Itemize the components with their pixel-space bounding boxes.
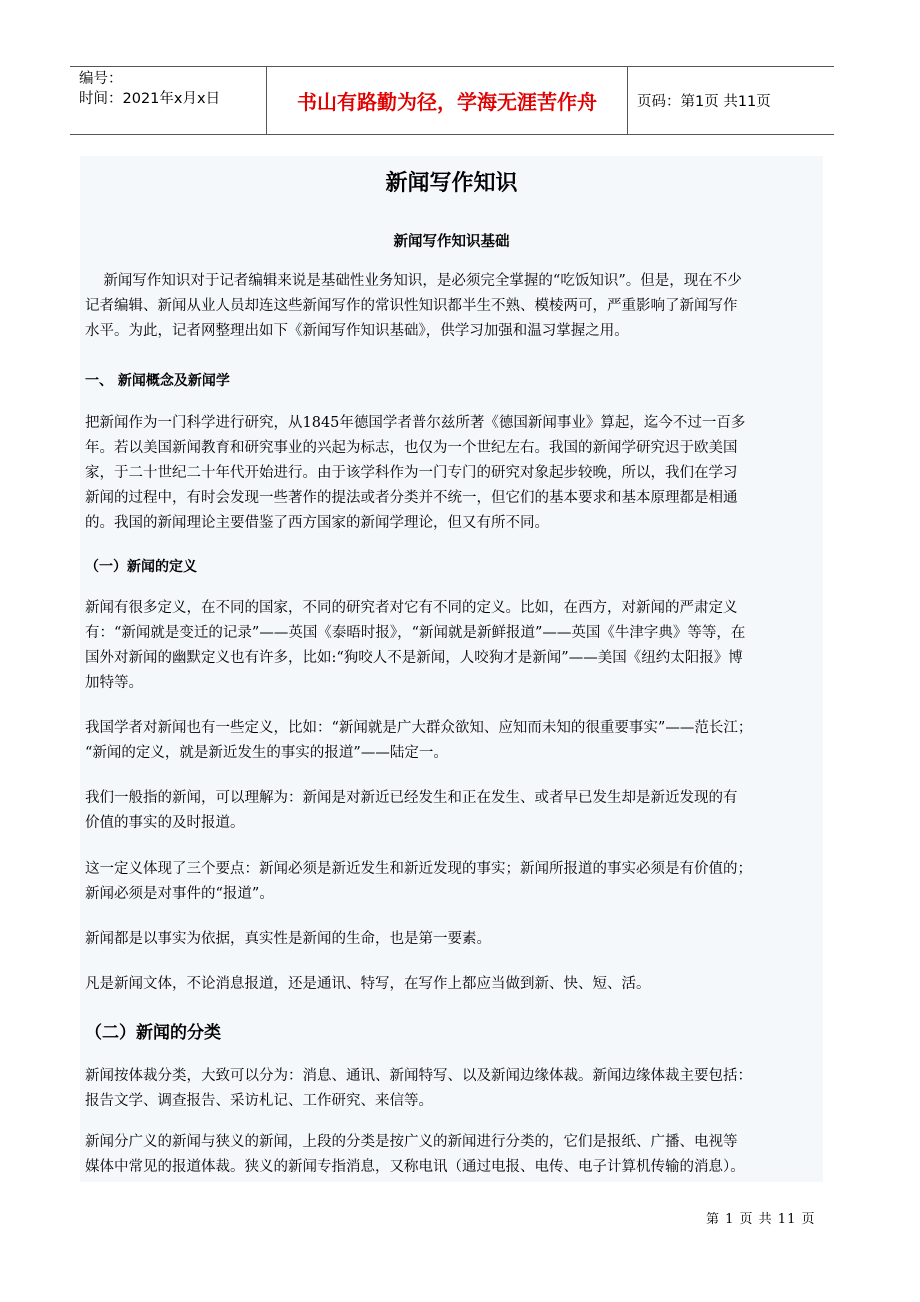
paragraph-line: 年。若以美国新闻教育和研究事业的兴起为标志，也仅为一个世纪左右。我国的新闻学研究迟于欧美国 (85, 440, 738, 456)
paragraph-line: 凡是新闻文体，不论消息报道，还是通讯、特写，在写作上都应当做到新、快、短、活。 (85, 976, 651, 992)
paragraph-line: 新闻必须是对事件的“报道”。 (85, 886, 274, 902)
paragraph-line: 新闻都是以事实为依据，真实性是新闻的生命，也是第一要素。 (85, 931, 491, 947)
definition-paragraph-4 (85, 857, 823, 907)
time-label: 时间：2021年x月x日 (79, 91, 221, 107)
motto-text: 书山有路勤为径，学海无涯苦作舟 (297, 90, 597, 114)
header-left-cell (70, 67, 266, 134)
paragraph-line: 国外对新闻的幽默定义也有许多，比如:“狗咬人不是新闻，人咬狗才是新闻”——美国《纽约太阳报》博 (85, 650, 743, 666)
paragraph-line: 有：“新闻就是变迁的记录”——英国《泰晤时报》，“新闻就是新鲜报道”——英国《牛津字典》等等，在 (85, 625, 746, 641)
subsection-heading: （一）新闻的定义 (85, 559, 197, 575)
paragraph-line: 这一定义体现了三个要点：新闻必须是新近发生和新近发现的事实；新闻所报道的事实必须是有价值的； (85, 861, 752, 877)
definition-paragraph-1 (85, 596, 823, 696)
paragraph-line: 加特等。 (85, 675, 143, 691)
classification-paragraph-1 (85, 1064, 823, 1114)
page-footer: 第 1 页 共 11 页 (706, 1212, 816, 1227)
paragraph-line: 新闻写作知识对于记者编辑来说是基础性业务知识，是必须完全掌握的“吃饭知识”。但是，现在不少 (85, 273, 742, 289)
section-heading: 一、 新闻概念及新闻学 (85, 373, 230, 389)
definition-paragraph-2 (85, 716, 823, 766)
paragraph-line: 把新闻作为一门科学进行研究，从1845年德国学者普尔兹所著《德国新闻事业》算起，迄今不过一百多 (85, 415, 746, 431)
paragraph-line: 新闻按体裁分类，大致可以分为：消息、通讯、新闻特写、以及新闻边缘体裁。新闻边缘体裁主要包括： (85, 1068, 752, 1084)
paragraph-line: 媒体中常见的报道体裁。狭义的新闻专指消息，又称电讯（通过电报、电传、电子计算机传输的消息）。 (85, 1159, 745, 1175)
header-table (70, 66, 834, 135)
paragraph-line: 家，于二十世纪二十年代开始进行。由于该学科作为一门专门的研究对象起步较晚，所以，我们在学习 (85, 465, 738, 481)
document-title: 新闻写作知识 (385, 171, 518, 196)
header-page-cell (628, 67, 834, 134)
paragraph-line: 的。我国的新闻理论主要借鉴了西方国家的新闻学理论，但又有所不同。 (85, 515, 549, 531)
classification-paragraph-2 (85, 1130, 823, 1180)
intro-paragraph (85, 269, 823, 344)
page-info: 页码：第1页 共11页 (637, 94, 771, 110)
document-body (80, 156, 823, 1182)
definition-paragraph-3 (85, 786, 823, 836)
paragraph-line: 新闻的过程中，有时会发现一些著作的提法或者分类并不统一，但它们的基本要求和基本原理都是相通 (85, 490, 738, 506)
paragraph-line: 我们一般指的新闻，可以理解为：新闻是对新近已经发生和正在发生、或者早已发生却是新近发现的有 (85, 790, 738, 806)
paragraph-line: 报告文学、调查报告、采访札记、工作研究、来信等。 (85, 1093, 433, 1109)
section1-paragraph (85, 411, 823, 536)
serial-label: 编号： (79, 71, 123, 87)
paragraph-line: 记者编辑、新闻从业人员却连这些新闻写作的常识性知识都半生不熟、模棱两可，严重影响了新闻写作 (85, 298, 738, 314)
definition-paragraph-6 (85, 972, 823, 997)
subsection-heading: （二）新闻的分类 (85, 1023, 221, 1043)
document-subtitle: 新闻写作知识基础 (393, 234, 510, 250)
paragraph-line: 新闻有很多定义，在不同的国家，不同的研究者对它有不同的定义。比如，在西方，对新闻的严肃定义 (85, 600, 738, 616)
paragraph-line: 水平。为此，记者网整理出如下《新闻写作知识基础》，供学习加强和温习掌握之用。 (85, 323, 629, 339)
paragraph-line: “新闻的定义，就是新近发生的事实的报道”——陆定一。 (85, 745, 448, 761)
definition-paragraph-5 (85, 927, 823, 952)
paragraph-line: 新闻分广义的新闻与狭义的新闻，上段的分类是按广义的新闻进行分类的，它们是报纸、广播、电视等 (85, 1134, 738, 1150)
paragraph-line: 价值的事实的及时报道。 (85, 815, 245, 831)
header-motto-cell (266, 67, 628, 134)
paragraph-line: 我国学者对新闻也有一些定义，比如：“新闻就是广大群众欲知、应知而未知的很重要事实”——范长江； (85, 720, 753, 736)
